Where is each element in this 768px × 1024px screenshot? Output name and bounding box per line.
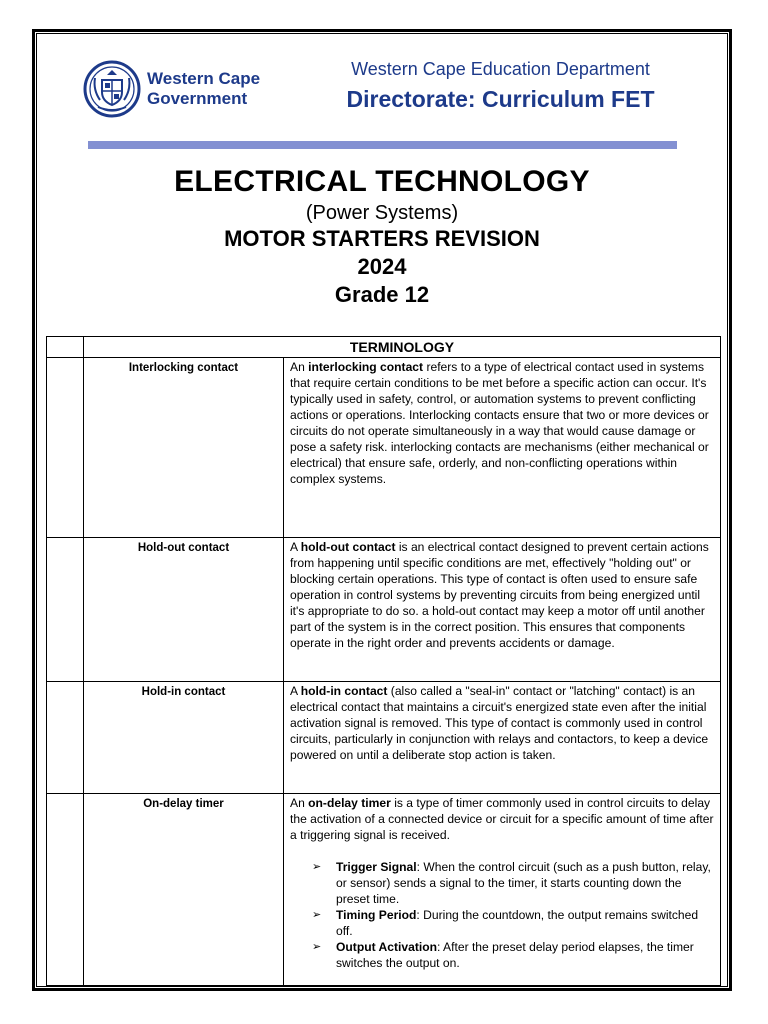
table-row xyxy=(47,358,721,538)
government-logo xyxy=(83,60,260,118)
grade-heading: Grade 12 xyxy=(334,282,430,307)
arrow-bullet-icon: ➢ xyxy=(312,941,322,953)
coat-of-arms-icon xyxy=(83,60,141,118)
year-heading: 2024 xyxy=(357,254,407,279)
arrow-bullet-icon: ➢ xyxy=(312,909,322,921)
term-highlight: on-delay timer xyxy=(308,796,391,810)
department-name: Western Cape Education Department xyxy=(351,59,650,79)
title-block xyxy=(36,163,728,309)
term-definition: An interlocking contact refers to a type of electrical contact used in systems that require certain conditions to be met before a specific action can occur. It's typically used in safety, control, or automation systems to prevent conflicting actions or operations. Interlocking contacts ensure that two or more devices or circuits do not operate simultaneously in a way that would cause damage or pose a safety risk. interlocking contacts are mechanisms (either mechanical or electrical) that ensure safe, orderly, and non-conflicting operations within complex systems. xyxy=(284,358,721,538)
table-row xyxy=(47,794,721,986)
term-highlight: hold-out contact xyxy=(300,540,396,554)
logo-line-1: Western Cape xyxy=(147,69,261,88)
table-row xyxy=(47,682,721,794)
term-definition: A hold-out contact is an electrical contact designed to prevent certain actions from happening until specific conditions are met, effectively "holding out" or blocking certain operations. This type of contact is often used to ensure safe operation in control systems by preventing circuits from being energized until it's appropriate to do so. a hold-out contact may keep a motor off until another part of the system is in the correct position. This ensures that components operate in the right order and prevents accidents or damage. xyxy=(284,538,721,682)
table-heading: TERMINOLOGY xyxy=(84,337,721,358)
table-cell-empty xyxy=(47,337,84,358)
list-item: ➢ Output Activation: After the preset delay period elapses, the timer switches the output on. xyxy=(312,940,694,970)
table-cell-empty xyxy=(47,358,84,538)
revision-heading: MOTOR STARTERS REVISION xyxy=(224,226,540,251)
document-subtitle: (Power Systems) xyxy=(305,202,459,224)
term-label: Hold-out contact xyxy=(84,538,284,682)
department-heading xyxy=(318,57,683,115)
logo-line-2: Government xyxy=(147,89,248,108)
term-label: On-delay timer xyxy=(84,794,284,986)
table-cell-empty xyxy=(47,682,84,794)
term-definition: A hold-in contact (also called a "seal-in" contact or "latching" contact) is an electrical contact that maintains a circuit's energized state even after the initial activation signal is removed. This type of contact is commonly used in control circuits, particularly in conjunction with relays and contactors, to keep a device powered on until a deliberate stop action is taken. xyxy=(284,682,721,794)
terminology-table xyxy=(46,336,721,986)
logo-wordmark xyxy=(147,69,260,109)
table-cell-empty xyxy=(47,794,84,986)
table-cell-empty xyxy=(47,538,84,682)
document-title: ELECTRICAL TECHNOLOGY xyxy=(174,165,590,198)
term-label: Hold-in contact xyxy=(84,682,284,794)
directorate-name: Directorate: Curriculum FET xyxy=(346,86,655,112)
term-highlight: hold-in contact xyxy=(300,684,388,698)
term-definition: An on-delay timer is a type of timer commonly used in control circuits to delay the activation of a connected device or circuit for a specific amount of time after a triggering signal is received. ➢ Trigger Signal: When the control circuit (such as a push button, relay, or sensor) sends a signal to the timer, it starts counting down the preset time. ➢ Timing Period: During the countdown, the output remains switched off. ➢ Output Activation: After the preset delay period elapses, the timer switches the output on. xyxy=(284,794,721,986)
header-divider xyxy=(88,141,677,149)
table-header-row xyxy=(47,337,721,358)
term-highlight: interlocking contact xyxy=(308,360,424,374)
arrow-bullet-icon: ➢ xyxy=(312,861,322,873)
list-item: ➢ Trigger Signal: When the control circuit (such as a push button, relay, or sensor) sends a signal to the timer, it starts counting down the preset time. xyxy=(312,860,711,906)
list-item: ➢ Timing Period: During the countdown, the output remains switched off. xyxy=(312,908,699,938)
table-row xyxy=(47,538,721,682)
timer-steps-list xyxy=(290,859,716,971)
term-label: Interlocking contact xyxy=(84,358,284,538)
